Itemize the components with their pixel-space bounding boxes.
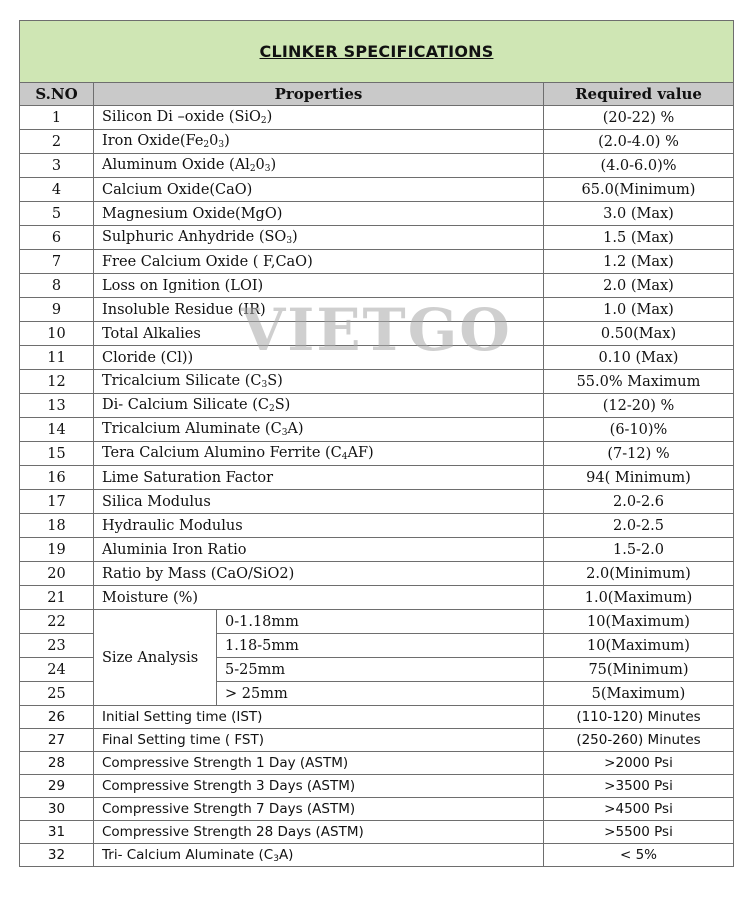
sno-cell: 6 (20, 226, 94, 250)
subscript: 2 (249, 164, 256, 174)
sno-cell: 17 (20, 490, 94, 514)
sno-cell: 1 (20, 106, 94, 130)
required-value-cell: 0.10 (Max) (544, 346, 734, 370)
sno-cell: 32 (20, 844, 94, 867)
required-value-cell: >4500 Psi (544, 798, 734, 821)
property-cell: Calcium Oxide(CaO) (94, 178, 544, 202)
property-cell: Aluminia Iron Ratio (94, 538, 544, 562)
table-row (20, 130, 734, 154)
property-cell: Magnesium Oxide(MgO) (94, 202, 544, 226)
sno-cell: 19 (20, 538, 94, 562)
required-value-cell: (4.0-6.0)% (544, 154, 734, 178)
property-cell: Tricalcium Aluminate $(C_3A)$ (94, 418, 544, 442)
required-value-cell: 10(Maximum) (544, 610, 734, 634)
required-value-cell: (6-10)% (544, 418, 734, 442)
sno-cell: 10 (20, 322, 94, 346)
required-value-cell: (20-22) % (544, 106, 734, 130)
table-row (20, 729, 734, 752)
sno-cell: 25 (20, 682, 94, 706)
table-row (20, 226, 734, 250)
watermark: VIETGO (240, 296, 512, 364)
header-sno: S.NO (20, 83, 94, 106)
sno-cell: 12 (20, 370, 94, 394)
subscript: 2 (268, 404, 275, 414)
header-properties: Properties (94, 83, 544, 106)
subscript: 3 (281, 428, 288, 438)
required-value-cell: 0.50(Max) (544, 322, 734, 346)
subscript: 3 (286, 236, 293, 246)
property-cell: Compressive Strength 28 Days (ASTM) (94, 821, 544, 844)
required-value-cell: 1.0 (Max) (544, 298, 734, 322)
sno-cell: 11 (20, 346, 94, 370)
size-range-cell: > 25mm (217, 682, 544, 706)
table-row (20, 562, 734, 586)
page-title: CLINKER SPECIFICATIONS (259, 42, 494, 61)
table-row (20, 706, 734, 729)
property-cell: Lime Saturation Factor (94, 466, 544, 490)
sno-cell: 20 (20, 562, 94, 586)
property-cell: Final Setting time ( FST) (94, 729, 544, 752)
table-row (20, 844, 734, 867)
required-value-cell: 2.0(Minimum) (544, 562, 734, 586)
required-value-cell: 10(Maximum) (544, 634, 734, 658)
table-row (20, 250, 734, 274)
required-value-cell: (110-120) Minutes (544, 706, 734, 729)
property-cell: Free Calcium Oxide ( F,CaO) (94, 250, 544, 274)
required-value-cell: 2.0 (Max) (544, 274, 734, 298)
property-cell: Tri- Calcium Aluminate $(C_3A)$ (94, 844, 544, 867)
table-row (20, 538, 734, 562)
required-value-cell: 3.0 (Max) (544, 202, 734, 226)
table-row (20, 821, 734, 844)
size-range-cell: 1.18-5mm (217, 634, 544, 658)
property-cell: Compressive Strength 1 Day (ASTM) (94, 752, 544, 775)
subscript: 2 (203, 140, 210, 150)
required-value-cell: < 5% (544, 844, 734, 867)
sno-cell: 21 (20, 586, 94, 610)
table-row (20, 178, 734, 202)
property-cell: Sulphuric Anhydride $(SO_3)$ (94, 226, 544, 250)
table-row (20, 418, 734, 442)
required-value-cell: 1.5 (Max) (544, 226, 734, 250)
table-row (20, 610, 734, 634)
table-row (20, 202, 734, 226)
sno-cell: 7 (20, 250, 94, 274)
size-analysis-label: Size Analysis (94, 610, 217, 706)
sno-cell: 28 (20, 752, 94, 775)
sno-cell: 27 (20, 729, 94, 752)
header-required-value: Required value (544, 83, 734, 106)
property-cell: Total Alkalies (94, 322, 544, 346)
subscript: 3 (261, 380, 268, 390)
table-row (20, 466, 734, 490)
table-row (20, 775, 734, 798)
sno-cell: 9 (20, 298, 94, 322)
required-value-cell: 2.0-2.5 (544, 514, 734, 538)
required-value-cell: (7-12) % (544, 442, 734, 466)
table-row (20, 106, 734, 130)
sno-cell: 2 (20, 130, 94, 154)
required-value-cell: >3500 Psi (544, 775, 734, 798)
required-value-cell: >5500 Psi (544, 821, 734, 844)
required-value-cell: 1.2 (Max) (544, 250, 734, 274)
required-value-cell: 5(Maximum) (544, 682, 734, 706)
subscript: 3 (218, 140, 225, 150)
property-cell: Insoluble Residue (IR) (94, 298, 544, 322)
property-cell: Moisture (%) (94, 586, 544, 610)
property-cell: Cloride (Cl)) (94, 346, 544, 370)
table-row (20, 514, 734, 538)
table-row (20, 752, 734, 775)
sno-cell: 16 (20, 466, 94, 490)
property-cell: Tera Calcium Alumino Ferrite $(C_4AF)$ (94, 442, 544, 466)
sno-cell: 13 (20, 394, 94, 418)
sno-cell: 5 (20, 202, 94, 226)
sno-cell: 22 (20, 610, 94, 634)
table-row (20, 490, 734, 514)
table-row (20, 370, 734, 394)
property-cell: Compressive Strength 3 Days (ASTM) (94, 775, 544, 798)
table-row (20, 798, 734, 821)
table-row (20, 298, 734, 322)
property-cell: Loss on Ignition (LOI) (94, 274, 544, 298)
spec-table (19, 20, 734, 867)
property-cell: Silica Modulus (94, 490, 544, 514)
sno-cell: 30 (20, 798, 94, 821)
required-value-cell: (2.0-4.0) % (544, 130, 734, 154)
size-range-cell: 5-25mm (217, 658, 544, 682)
sno-cell: 31 (20, 821, 94, 844)
sno-cell: 3 (20, 154, 94, 178)
required-value-cell: 75(Minimum) (544, 658, 734, 682)
spec-sheet (19, 20, 733, 867)
subscript: 4 (341, 452, 348, 462)
required-value-cell: 55.0% Maximum (544, 370, 734, 394)
required-value-cell: 2.0-2.6 (544, 490, 734, 514)
sno-cell: 14 (20, 418, 94, 442)
property-cell: Ratio by Mass (CaO/SiO2) (94, 562, 544, 586)
title-cell (20, 21, 734, 83)
sno-cell: 24 (20, 658, 94, 682)
header-row (20, 83, 734, 106)
property-cell: Initial Setting time (IST) (94, 706, 544, 729)
sno-cell: 18 (20, 514, 94, 538)
subscript: 3 (264, 164, 271, 174)
property-cell: Hydraulic Modulus (94, 514, 544, 538)
sno-cell: 8 (20, 274, 94, 298)
sno-cell: 26 (20, 706, 94, 729)
subscript: 2 (260, 116, 267, 126)
required-value-cell: 94( Minimum) (544, 466, 734, 490)
sno-cell: 4 (20, 178, 94, 202)
table-row (20, 442, 734, 466)
required-value-cell: (12-20) % (544, 394, 734, 418)
table-row (20, 274, 734, 298)
sno-cell: 29 (20, 775, 94, 798)
property-cell: Iron $Oxide(Fe_20_3)$ (94, 130, 544, 154)
subscript: 3 (273, 853, 279, 864)
sno-cell: 15 (20, 442, 94, 466)
table-row (20, 346, 734, 370)
table-row (20, 322, 734, 346)
property-cell: Aluminum Oxide $(Al_20_3)$ (94, 154, 544, 178)
property-cell: Silicon Di –oxide (SiO$_2$) (94, 106, 544, 130)
property-cell: Compressive Strength 7 Days (ASTM) (94, 798, 544, 821)
required-value-cell: 1.5-2.0 (544, 538, 734, 562)
property-cell: Di- Calcium Silicate $(C_2S)$ (94, 394, 544, 418)
table-row (20, 154, 734, 178)
required-value-cell: 65.0(Minimum) (544, 178, 734, 202)
size-range-cell: 0-1.18mm (217, 610, 544, 634)
property-cell: Tricalcium Silicate $(C_3S)$ (94, 370, 544, 394)
table-row (20, 394, 734, 418)
table-row (20, 586, 734, 610)
required-value-cell: 1.0(Maximum) (544, 586, 734, 610)
required-value-cell: (250-260) Minutes (544, 729, 734, 752)
required-value-cell: >2000 Psi (544, 752, 734, 775)
sno-cell: 23 (20, 634, 94, 658)
